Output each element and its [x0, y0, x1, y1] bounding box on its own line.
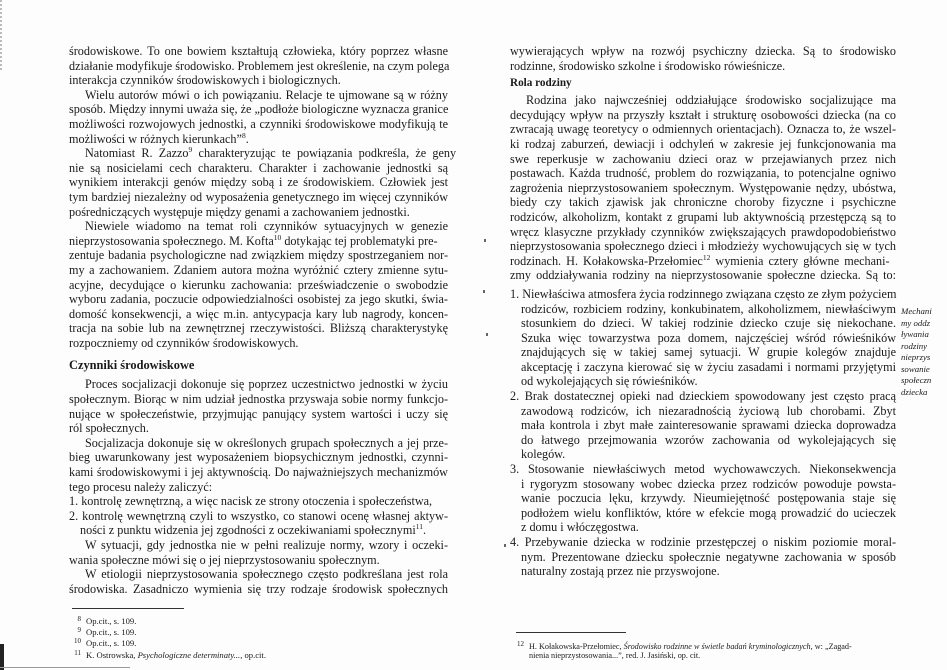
list-item-continuation: i rygoryzm stosowany wobec dziecka przez rodziców powoduje powsta-	[521, 476, 896, 491]
text-line: domość konsekwencji, a więc m.in. antycypacja kary lub nagrody, koncen-	[69, 306, 448, 321]
section-heading: Rola rodziny	[510, 77, 572, 90]
text-line: acyjne, decydujące o kierunku zachowania: przeświadczenie o swobodzie	[69, 277, 448, 292]
list-item-continuation: Szuka więc towarzystwa poza domem, najczęściej wśród rówieśników	[521, 330, 896, 345]
left-page-body	[69, 44, 457, 596]
list-item: 1. kontrolę zewnętrzną, a więc nacisk ze strony otoczenia i społeczeństwa,	[69, 494, 433, 509]
list-item-continuation: od wykolejających się rówieśników.	[521, 374, 698, 389]
text-line: sposób. Między innymi uważa się, że „podłoże biologiczne wyznacza granice	[69, 102, 449, 117]
text-line: zagrożenia nieprzystosowaniem społecznym. Występowanie nędzy, ubóstwa,	[510, 180, 896, 195]
list-item: 2. Brak dostatecznej opieki nad dzieckiem spowodowany jest często pracą	[510, 389, 896, 404]
text-line: wania społeczne mówi się o jej nieprzystosowaniu społecznym.	[69, 552, 380, 567]
text-line: nujące w społeczeństwie, przyjmując panujący system wartości i uczy się	[69, 406, 448, 421]
footnote-separator	[72, 608, 184, 609]
section-heading: Czynniki środowiskowe	[69, 358, 195, 373]
footnote-ref[interactable]: 10	[273, 232, 282, 242]
list-item-continuation: akceptację i zaczyna kierować się w życiu zasadami i normami przyjętymi	[521, 359, 896, 374]
text-line: nieprzystosowania społecznego dzieci i młodzieży wychowujących się w tych	[510, 239, 896, 254]
text-line: wyboru zadania, poczucie odpowiedzialności osobistej za jego skutki, świa-	[69, 292, 448, 307]
text-line: my a zachowaniem. Zdaniem autora można wyróżnić cztery zmienne sytu-	[69, 262, 448, 277]
text-line: wręcz klasyczne przykłady czynników zwiększających prawdopodobieństwo	[510, 224, 896, 239]
text-line: zmy oddziaływania rodziny na nieprzystosowanie społeczne dziecka. Są to:	[510, 268, 896, 283]
text-line: decydujący wpływ na przyszły kształt i strukturę osobowości dziecka (na co	[510, 107, 896, 122]
text-line: możliwości w różnych kierunkach”$^8$.	[69, 130, 249, 146]
text-line: zwracają uwagę teoretycy o odmiennych orientacjach). Oznacza to, że wszel-	[510, 122, 896, 137]
footnote: 10 Op.cit., s. 109.	[74, 637, 137, 648]
text-line: pośredniczących występuje między genami a zachowaniem jednostki.	[69, 204, 410, 219]
list-item-continuation: naturalny zostają przez nie przyswojone.	[521, 564, 720, 579]
text-line: wywierających wpływ na rozwój psychiczny dziecka. Są to środowisko	[510, 44, 896, 58]
text-line: kami środowiskowymi i jej aktywnością. Do najważniejszych mechanizmów	[69, 465, 448, 480]
text-line: interakcja czynników środowiskowych i biologicznych.	[69, 73, 341, 88]
text-line: środowiska. Zasadniczo wymienia się trzy rodzaje środowisk społecznych	[69, 581, 448, 596]
text-line: rodziców, alkoholizm, kontakt z grupami lub aktywnością przestępczą są to	[510, 209, 896, 224]
footnote: 12 H. Kołakowska-Przełomiec, Środowisko rodzinne w świetle badań kryminologicznych, w: „Zagad-	[517, 640, 852, 651]
footnote-separator	[516, 632, 626, 633]
margin-note: Mechani my oddz ływania rodziny nieprzys sowanie społeczn dziecka	[901, 306, 932, 397]
text-line: możliwości rozwojowych jednostki, a czynniki środowiskowe modyfikują te	[69, 116, 448, 131]
list-item-continuation: zawodową rodziców, ich niezaradnością życiową lub chorobami. Zbyt	[521, 403, 896, 418]
text-line: Rodzina jako najwcześniej oddziałujące środowisko socjalizujące ma	[526, 93, 896, 108]
text-line: rozpoczniemy od czynników środowiskowych.	[69, 335, 299, 350]
list-item-continuation: stosunkiem do dzieci. W takiej rodzinie dziecko czuje się niekochane.	[521, 316, 896, 331]
text-line: Wielu autorów mówi o ich powiązaniu. Relacje te ujmowane są w różny	[85, 87, 448, 102]
footnote-ref[interactable]: 11	[415, 522, 423, 532]
text-line: W sytuacji, gdy jednostka nie w pełni realizuje normy, wzory i oczeki-	[85, 538, 448, 552]
text-line: zentuje badania psychologiczne nad związkiem między spostrzeganiem nor-	[69, 248, 448, 263]
list-item-continuation: kolegów.	[521, 447, 566, 462]
text-line: swe reperkusje w zachowaniu dzieci oraz w przejawianych przez nich	[510, 151, 896, 166]
right-page	[478, 0, 947, 670]
text-line: działanie modyfikuje środowisko. Problemem jest określenie, na czym polega	[69, 58, 450, 73]
list-item: 2. kontrolę wewnętrzną czyli to wszystko, co stanowi ocenę własnej aktyw-	[69, 508, 449, 523]
text-line: nie są nosicielami cech charakteru. Charakter i zachowanie jednostki są	[69, 160, 448, 175]
footnote: 8 Op.cit., s. 109.	[77, 615, 137, 626]
text-line: wynikiem interakcji genów między sobą i ze środowiskiem. Człowiek jest	[69, 175, 448, 190]
footnote-continuation: nienia nieprzystosowania...”, red. J. Jasiński, op. cit.	[529, 651, 701, 660]
text-line: tym bardziej niezależny od wyposażenia genetycznego im więcej czynników	[69, 189, 448, 204]
footnote: 11 K. Ostrowska, Psychologiczne determinaty..., op.cit.	[74, 649, 266, 660]
text-line: ról społecznych.	[69, 421, 149, 436]
footnote-ref[interactable]: 12	[702, 252, 711, 262]
text-line: środowiskowe. To one bowiem kształtują człowieka, który poprzez własne	[69, 44, 448, 58]
list-item: 1. Niewłaściwa atmosfera życia rodzinnego związana często ze złym pożyciem	[510, 286, 897, 301]
text-line: W etiologii nieprzystosowania społecznego często podkreślana jest rola	[85, 567, 448, 582]
text-line: tego procesu należy zaliczyć:	[69, 479, 213, 494]
text-line: rodzinne, środowisko szkolne i środowisko rówieśnicze.	[510, 58, 786, 73]
list-item: 3. Stosowanie niewłaściwych metod wychowawczych. Niekonsekwencja	[510, 462, 897, 477]
footnote-ref[interactable]: 8	[241, 130, 246, 140]
text-line: rodzinach. H. Kołakowska-Przełomiec$^{12}$ wymienia cztery główne mechani-	[510, 252, 890, 268]
list-item-continuation: nym. Prezentowane dziecku społecznie negatywne zachowania w sposób	[521, 549, 896, 564]
text-line: Proces socjalizacji dokonuje się poprzez uczestnictwo jednostki w życiu	[85, 377, 448, 392]
list-item: 4. Przebywanie dziecka w rodzinie przestępczej o niskim poziomie moral-	[510, 535, 897, 549]
text-line: społecznym. Biorąc w nim udział jednostka przyswaja sobie normy funkcjo-	[69, 392, 448, 407]
list-item-continuation: podłożem wielu konfliktów, które w efekcie mogą prowadzić do ucieczek	[521, 505, 896, 520]
text-line: bieg uwarunkowany jest wyposażeniem biopsychicznym jednostki, czynni-	[69, 450, 448, 465]
right-page-body	[510, 44, 896, 579]
text-line: postawach. Każda trudność, problem do rozwiązania, to potencjalne ogniwo	[510, 166, 896, 181]
text-line: ki rodzaj zaburzeń, dewiacji i odchyleń w zakresie jej funkcjonowania ma	[510, 136, 896, 151]
list-item-continuation: znajdujących się w takiej samej sytuacji. W grupie kolegów znajduje	[521, 345, 896, 360]
list-item-continuation: ności z punktu widzenia jej zgodności z oczekiwaniami społecznymi$^{11}$.	[80, 522, 427, 538]
list-item-continuation: wanie poczucia lęku, krzywdy. Nieumiejętność postępowania staje się	[521, 491, 896, 506]
text-line: Niewiele wiadomo na temat roli czynników sytuacyjnych w genezie	[85, 219, 448, 234]
footnote-ref[interactable]: 9	[188, 145, 193, 155]
list-item-continuation: mała kontrola i zbyt małe zainteresowanie sprawami dziecka doprowadza	[521, 418, 896, 433]
list-item-continuation: rodziców, rozbiciem rodziny, konkubinatem, alkoholizmem, niewłaściwym	[521, 301, 896, 316]
text-line: nieprzystosowania społecznego. M. Kofta$^{10}$ dotykając tej problematyki pre-	[69, 232, 438, 248]
text-line: Natomiast R. Zazzo$^9$ charakteryzując te powiązania podkreśla, że geny	[85, 145, 457, 161]
text-line: biedy czy takich zjawisk jak chroniczne choroby fizyczne i psychiczne	[510, 195, 896, 210]
text-line: Socjalizacja dokonuje się w określonych grupach społecznych a jej prze-	[85, 435, 448, 450]
list-item-continuation: do łatwego przejmowania wzorów zachowania od wykolejających się	[521, 432, 896, 447]
footnote: 9 Op.cit., s. 109.	[77, 626, 137, 637]
text-line: tracja na sobie lub na zewnętrznej rzeczywistości. Bliższą charakterystykę	[69, 321, 448, 336]
spacer	[69, 350, 448, 358]
list-item-continuation: z domu i włóczęgostwa.	[521, 520, 639, 535]
